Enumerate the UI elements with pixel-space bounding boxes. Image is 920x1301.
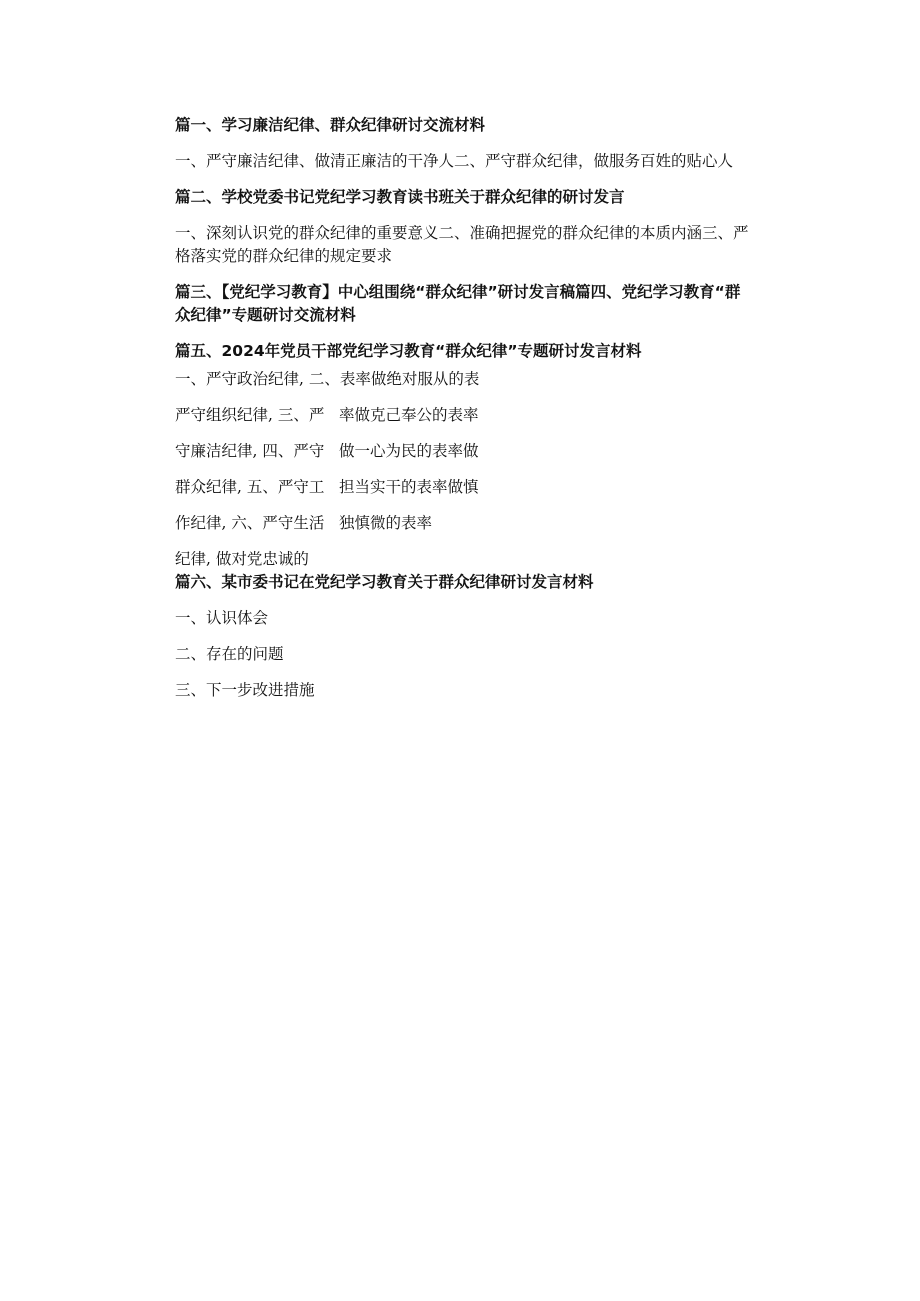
outline-row — [175, 512, 750, 535]
outline-row-left: 作纪律, 六、严守生活 — [175, 514, 325, 532]
outline-row-left: 守廉洁纪律, 四、严守 — [175, 442, 325, 460]
list-item: 一、认识体会 — [175, 609, 269, 627]
outline-row-left: 一、严守政治纪律, 二、表率做绝对服从的表 — [175, 370, 480, 388]
section-body-1: 一、严守廉洁纪律、做清正廉洁的干净人二、严守群众纪律，做服务百姓的贴心人 — [175, 152, 734, 170]
outline-row-right: 率做克己奉公的表率 — [339, 406, 479, 424]
outline-row-left: 群众纪律, 五、严守工 — [175, 478, 325, 496]
outline-row-left: 严守组织纪律, 三、严 — [175, 406, 325, 424]
section-heading-6: 篇六、某市委书记在党纪学习教育关于群众纪律研讨发言材料 — [175, 573, 594, 591]
list-item: 三、下一步改进措施 — [175, 681, 315, 699]
outline-row — [175, 368, 750, 391]
outline-row-right: 做一心为民的表率做 — [339, 442, 479, 460]
section-body-2: 一、深刻认识党的群众纪律的重要意义二、准确把握党的群众纪律的本质内涵三、严格落实党的群众纪律的规定要求 — [175, 224, 749, 265]
outline-row-right: 担当实干的表率做慎 — [339, 478, 479, 496]
outline-row — [175, 476, 750, 499]
section-heading-1: 篇一、学习廉洁纪律、群众纪律研讨交流材料 — [175, 116, 486, 134]
section-heading-3: 篇三、【党纪学习教育】中心组围绕“群众纪律”研讨发言稿篇四、党纪学习教育“群众纪律”专题研讨交流材料 — [175, 283, 741, 324]
outline-row-right: 独慎微的表率 — [339, 514, 433, 532]
section-heading-2: 篇二、学校党委书记党纪学习教育读书班关于群众纪律的研讨发言 — [175, 188, 625, 206]
outline-row — [175, 548, 750, 571]
outline-row — [175, 440, 750, 463]
section-heading-5: 篇五、2024年党员干部党纪学习教育“群众纪律”专题研讨发言材料 — [175, 342, 642, 360]
document-page — [175, 114, 750, 702]
list-item: 二、存在的问题 — [175, 645, 284, 663]
outline-row-left: 纪律, 做对党忠诚的 — [175, 550, 309, 568]
outline-row — [175, 404, 750, 427]
